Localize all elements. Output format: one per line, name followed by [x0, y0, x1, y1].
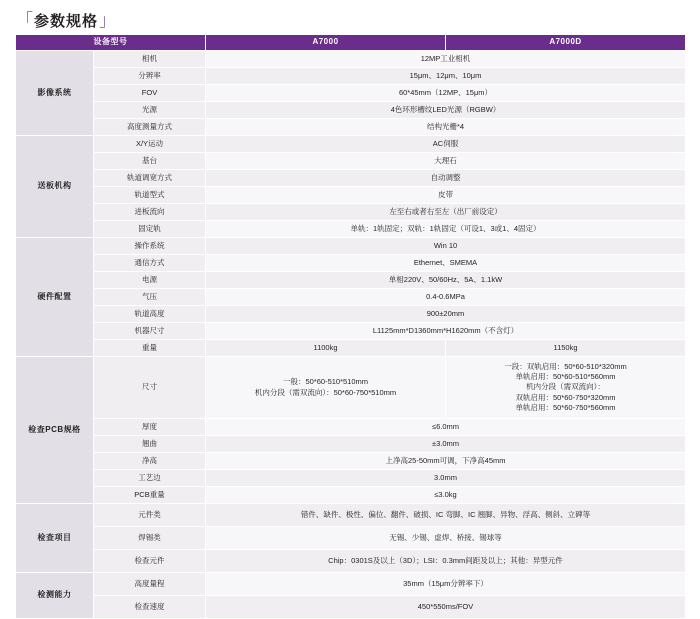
table-row [16, 453, 686, 470]
header-a7000: A7000 [206, 35, 446, 51]
table-row [16, 596, 686, 619]
table-body [16, 51, 686, 619]
value-cell: 15μm、12μm、10μm [206, 68, 686, 85]
table-row [16, 102, 686, 119]
spec-table [15, 34, 686, 619]
item-label: 高度量程 [94, 573, 206, 596]
value-cell: 60*45mm（12MP、15μm） [206, 85, 686, 102]
item-label: 工艺边 [94, 470, 206, 487]
item-label: 机器尺寸 [94, 323, 206, 340]
item-label: 电源 [94, 272, 206, 289]
item-label: 厚度 [94, 419, 206, 436]
value-cell: 3.0mm [206, 470, 686, 487]
item-label: 分辨率 [94, 68, 206, 85]
table-row [16, 487, 686, 504]
item-label: 通信方式 [94, 255, 206, 272]
item-label: 元件类 [94, 504, 206, 527]
item-label: 操作系统 [94, 238, 206, 255]
value-cell: 结构光栅*4 [206, 119, 686, 136]
table-row [16, 573, 686, 596]
value-cell-a7000d: 1150kg [446, 340, 686, 357]
value-cell: AC伺服 [206, 136, 686, 153]
value-cell: Ethernet、SMEMA [206, 255, 686, 272]
pcb-size-a-line-2: 机内分段（需双流向）：50*60-750*510mm [254, 387, 397, 397]
item-label: 焊锡类 [94, 527, 206, 550]
table-row [16, 340, 686, 357]
item-label: PCB重量 [94, 487, 206, 504]
table-row [16, 504, 686, 527]
item-label: FOV [94, 85, 206, 102]
group-label-imaging: 影像系统 [16, 51, 94, 136]
table-row [16, 51, 686, 68]
item-label: X/Y运动 [94, 136, 206, 153]
table-row [16, 238, 686, 255]
item-label: 检查元件 [94, 550, 206, 573]
value-cell: Chip：0301S及以上（3D）；LSI：0.3mm间距及以上；其他：异型元件 [206, 550, 686, 573]
page-title [0, 0, 700, 34]
value-cell: Win 10 [206, 238, 686, 255]
table-row [16, 119, 686, 136]
item-label: 轨道调宽方式 [94, 170, 206, 187]
item-label: 净高 [94, 453, 206, 470]
group-label-conveyor: 送板机构 [16, 136, 94, 238]
value-cell: L1125mm*D1360mm*H1620mm（不含灯） [206, 323, 686, 340]
title-bracket-close-icon: 」 [99, 10, 117, 30]
value-cell: 12MP工业相机 [206, 51, 686, 68]
value-cell: 自动调整 [206, 170, 686, 187]
table-row [16, 323, 686, 340]
table-header [16, 35, 686, 51]
pcb-size-b-line-3: 机内分段（需双流向）： [526, 382, 605, 392]
value-cell: 左至右或者右至左（出厂前设定） [206, 204, 686, 221]
item-label: 翘曲 [94, 436, 206, 453]
pcb-size-b-line-2: 单轨启用：50*60-510*560mm [515, 372, 616, 382]
item-label: 轨道高度 [94, 306, 206, 323]
value-cell: 错件、缺件、极性、偏位、翻件、破损、IC 弯脚、IC 翘脚、异物、浮高、侧斜、立碑等 [206, 504, 686, 527]
item-label: 气压 [94, 289, 206, 306]
item-label: 光源 [94, 102, 206, 119]
table-row [16, 357, 686, 419]
pcb-size-a-line-1: 一般：50*60-510*510mm [282, 377, 369, 387]
table-row [16, 527, 686, 550]
value-cell: ±3.0mm [206, 436, 686, 453]
title-bracket-open-icon: 「 [16, 10, 33, 30]
table-row [16, 272, 686, 289]
value-cell: 皮带 [206, 187, 686, 204]
value-cell: ≤3.0kg [206, 487, 686, 504]
table-row [16, 221, 686, 238]
value-cell-a7000 [206, 357, 446, 419]
value-cell: 35mm（15μm分辨率下） [206, 573, 686, 596]
table-row [16, 550, 686, 573]
value-cell: 4色环形槽纹LED光源（RGBW） [206, 102, 686, 119]
value-cell: 上净高25-50mm可调，下净高45mm [206, 453, 686, 470]
item-label: 尺寸 [94, 357, 206, 419]
value-cell: 单相220V、50/60Hz、5A、1.1kW [206, 272, 686, 289]
value-cell: 无锡、少锡、虚焊、桥接、锡球等 [206, 527, 686, 550]
table-row [16, 204, 686, 221]
item-label: 相机 [94, 51, 206, 68]
item-label: 进板流向 [94, 204, 206, 221]
value-cell: 单轨：1轨固定；双轨：1轨固定（可设1、3或1、4固定） [206, 221, 686, 238]
table-row [16, 289, 686, 306]
table-row [16, 153, 686, 170]
item-label: 基台 [94, 153, 206, 170]
item-label: 固定轨 [94, 221, 206, 238]
table-row [16, 170, 686, 187]
page-title-text: 参数规格 [34, 12, 99, 30]
table-row [16, 187, 686, 204]
table-row [16, 470, 686, 487]
value-cell: ≤6.0mm [206, 419, 686, 436]
value-cell: 0.4-0.6MPa [206, 289, 686, 306]
value-cell-a7000d [446, 357, 686, 419]
item-label: 检查速度 [94, 596, 206, 619]
table-row [16, 85, 686, 102]
group-label-pcb: 检查PCB规格 [16, 357, 94, 504]
item-label: 高度测量方式 [94, 119, 206, 136]
value-cell: 900±20mm [206, 306, 686, 323]
header-model: 设备型号 [16, 35, 206, 51]
table-row [16, 436, 686, 453]
value-cell: 450*550ms/FOV [206, 596, 686, 619]
pcb-size-b-line-4: 双轨启用：50*60-750*320mm [515, 392, 616, 402]
header-a7000d: A7000D [446, 35, 686, 51]
table-row [16, 306, 686, 323]
pcb-size-b-line-1: 一段：双轨启用：50*60-510*320mm [504, 362, 627, 372]
value-cell-a7000: 1100kg [206, 340, 446, 357]
table-row [16, 68, 686, 85]
table-row [16, 419, 686, 436]
group-label-capability: 检测能力 [16, 573, 94, 619]
group-label-hardware: 硬件配置 [16, 238, 94, 357]
group-label-inspection-items: 检查项目 [16, 504, 94, 573]
pcb-size-b-line-5: 单轨启用：50*60-750*560mm [515, 402, 616, 412]
table-row [16, 136, 686, 153]
table-row [16, 255, 686, 272]
item-label: 重量 [94, 340, 206, 357]
item-label: 轨道型式 [94, 187, 206, 204]
value-cell: 大理石 [206, 153, 686, 170]
